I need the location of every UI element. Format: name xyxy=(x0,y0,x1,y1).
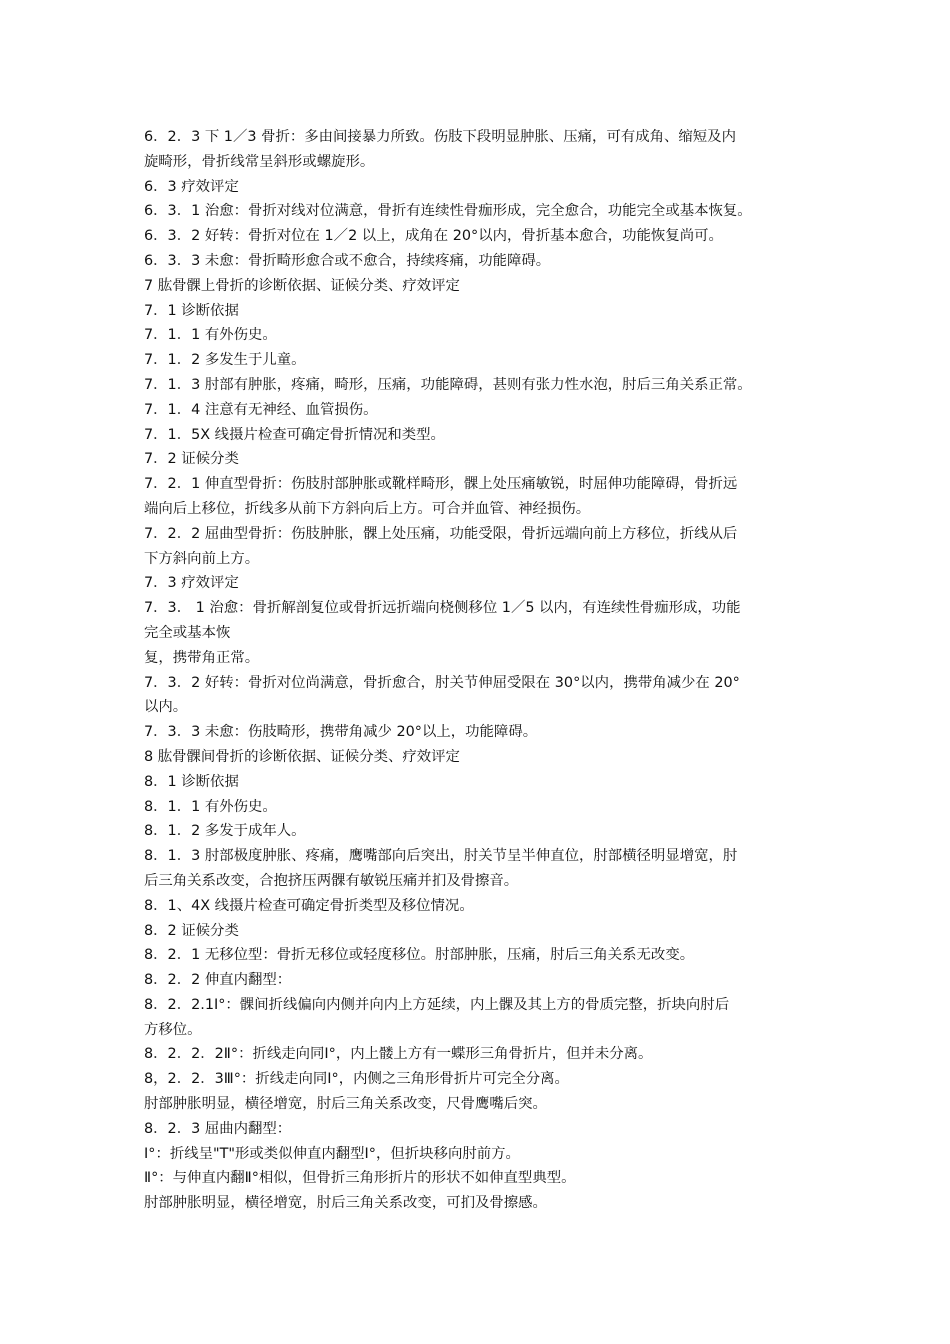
text-line: 8．2．1 无移位型：骨折无移位或轻度移位。肘部肿胀，压痛，肘后三角关系无改变。 xyxy=(144,947,695,964)
section-heading: 7．2 证候分类 xyxy=(144,451,239,468)
text-line: 8．2．2．2Ⅱ°：折线走向同Ⅰ°，内上髅上方有一蝶形三角骨折片，但并未分离。 xyxy=(144,1046,653,1063)
text-line: 7．1．4 注意有无神经、血管损伤。 xyxy=(144,401,378,418)
text-line: 6．3．3 未愈：骨折畸形愈合或不愈合，持续疼痛，功能障碍。 xyxy=(144,252,551,269)
text-line: 8．2．3 屈曲内翻型： xyxy=(144,1120,292,1137)
text-line: 7．3．2 好转：骨折对位尚满意，骨折愈合，肘关节伸屈受限在 30°以内，携带角减少在 20° xyxy=(144,674,740,691)
text-line: 7．1．1 有外伤史。 xyxy=(144,327,277,344)
document-body xyxy=(144,125,814,1216)
text-line: 8．1．1 有外伤史。 xyxy=(144,798,277,815)
text-line: 肘部肿胀明显，横径增宽，肘后三角关系改变，可扪及骨擦感。 xyxy=(144,1195,547,1212)
text-line: 下方斜向前上方。 xyxy=(144,550,260,567)
text-line: 7．3．3 未愈：伤肢畸形，携带角减少 20°以上，功能障碍。 xyxy=(144,724,538,741)
text-line: 8．1．3 肘部极度肿胀、疼痛，鹰嘴部向后突出，肘关节呈半伸直位，肘部横径明显增宽，肘 xyxy=(144,848,738,865)
text-line: 以内。 xyxy=(144,699,188,716)
text-line: 7．2．1 伸直型骨折：伤肢肘部肿胀或靴样畸形，髁上处压痛敏锐，时屈伸功能障碍，骨折远 xyxy=(144,476,738,493)
section-heading: 8．2 证候分类 xyxy=(144,922,239,939)
text-line: Ⅰ°：折线呈"T"形或类似伸直内翻型Ⅰ°，但折块移向肘前方。 xyxy=(144,1145,520,1162)
section-heading: 6．3 疗效评定 xyxy=(144,178,239,195)
text-line: 后三角关系改变，合抱挤压两髁有敏锐压痛并扪及骨擦音。 xyxy=(144,872,519,889)
text-line: 8，2．2．3Ⅲ°：折线走向同Ⅰ°，内侧之三角形骨折片可完全分离。 xyxy=(144,1071,569,1088)
text-line: 旋畸形，骨折线常呈斜形或螺旋形。 xyxy=(144,153,375,170)
section-heading: 7．3 疗效评定 xyxy=(144,575,239,592)
text-line: 7．1．3 肘部有肿胀，疼痛，畸形，压痛，功能障碍，甚则有张力性水泡，肘后三角关系正常。 xyxy=(144,376,752,393)
chapter-heading: 8 肱骨髁间骨折的诊断依据、证候分类、疗效评定 xyxy=(144,748,460,765)
text-line: 6．3．1 治愈：骨折对线对位满意，骨折有连续性骨痂形成，完全愈合，功能完全或基本恢复。 xyxy=(144,203,752,220)
text-line: 8．1．2 多发于成年人。 xyxy=(144,823,306,840)
text-line: 方移位。 xyxy=(144,1021,202,1038)
text-line: 8．2．2 伸直内翻型： xyxy=(144,972,292,989)
text-line: 6．2．3 下 1／3 骨折：多由间接暴力所致。伤肢下段明显肿胀、压痛，可有成角、缩短及内 xyxy=(144,129,736,145)
text-line: 端向后上移位，折线多从前下方斜向后上方。可合并血管、神经损伤。 xyxy=(144,500,591,517)
section-heading: 7．1 诊断依据 xyxy=(144,302,239,319)
text-line: 7．1．2 多发生于儿童。 xyxy=(144,352,306,369)
text-line: 7．1．5X 线摄片检查可确定骨折情况和类型。 xyxy=(144,426,445,443)
text-line: Ⅱ°：与伸直内翻Ⅱ°相似，但骨折三角形折片的形状不如伸直型典型。 xyxy=(144,1170,576,1187)
chapter-heading: 7 肱骨髁上骨折的诊断依据、证候分类、疗效评定 xyxy=(144,277,460,294)
text-line: 7．3． 1 治愈：骨折解剖复位或骨折远折端向桡侧移位 1／5 以内，有连续性骨痂形成，功能 xyxy=(144,600,741,617)
text-line: 6．3．2 好转：骨折对位在 1／2 以上，成角在 20°以内，骨折基本愈合，功能恢复尚可。 xyxy=(144,228,723,245)
text-line: 复，携带角正常。 xyxy=(144,649,260,666)
text-line: 完全或基本恢 xyxy=(144,624,231,641)
text-line: 8．1、4X 线摄片检查可确定骨折类型及移位情况。 xyxy=(144,897,474,914)
text-line: 7．2．2 屈曲型骨折：伤肢肿胀，髁上处压痛，功能受限，骨折远端向前上方移位，折线从后 xyxy=(144,525,738,542)
text-line: 肘部肿胀明显，横径增宽，肘后三角关系改变，尺骨鹰嘴后突。 xyxy=(144,1096,547,1113)
text-line: 8．2．2.1Ⅰ°：髁间折线偏向内侧并向内上方延续，内上髁及其上方的骨质完整，折块向肘后 xyxy=(144,996,730,1013)
section-heading: 8．1 诊断依据 xyxy=(144,773,239,790)
